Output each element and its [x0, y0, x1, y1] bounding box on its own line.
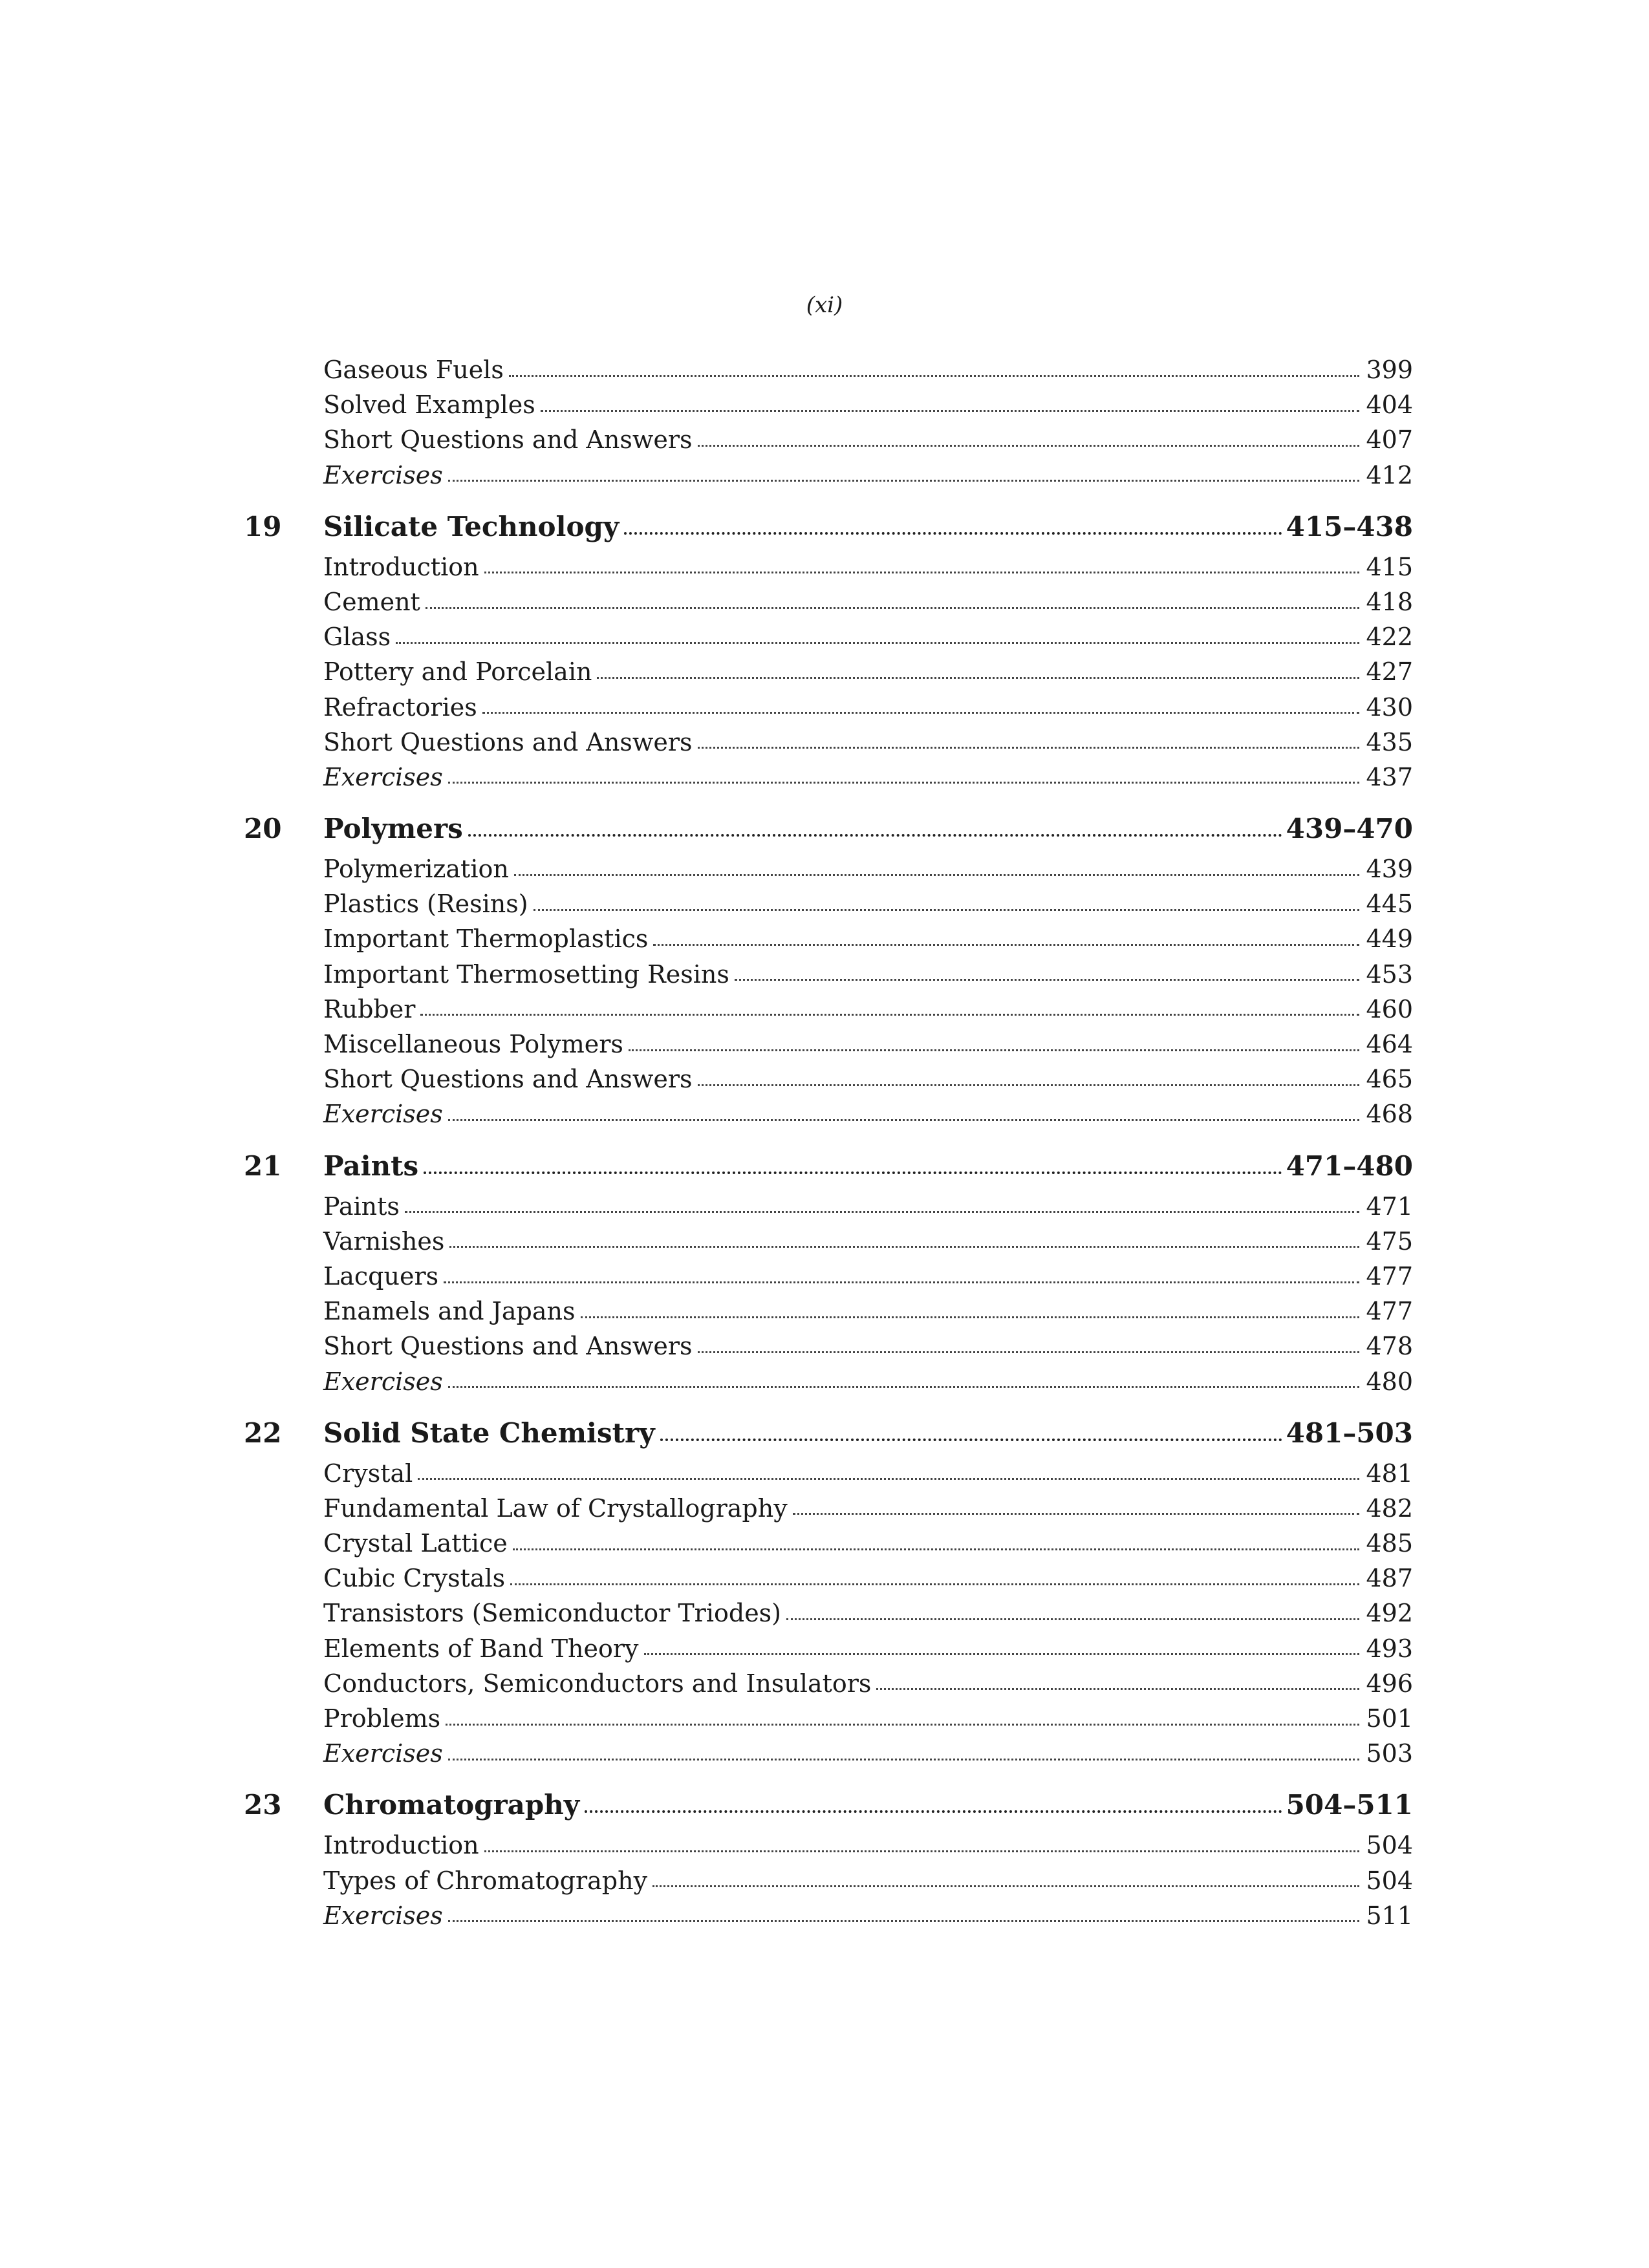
- toc-entry-title: Paints: [323, 1192, 400, 1221]
- toc-entry[interactable]: [236, 352, 1413, 387]
- chapter-number: 20: [244, 813, 282, 845]
- toc-entry-page: 407: [1366, 425, 1413, 455]
- toc-entry[interactable]: [236, 1097, 1413, 1131]
- toc-entry-title: Short Questions and Answers: [323, 1332, 693, 1361]
- toc-entry-page: 468: [1366, 1100, 1413, 1129]
- dot-leader: [448, 782, 1360, 784]
- toc-entry-title: Fundamental Law of Crystallography: [323, 1493, 788, 1523]
- toc-entry-title: Short Questions and Answers: [323, 727, 693, 756]
- toc-entry-page: 501: [1366, 1704, 1413, 1733]
- toc-entry[interactable]: [236, 1666, 1413, 1701]
- toc-entry[interactable]: [236, 1631, 1413, 1666]
- toc-entry-page: 475: [1366, 1226, 1413, 1256]
- dot-leader: [396, 642, 1359, 644]
- toc-entry-page: 430: [1366, 692, 1413, 722]
- toc-entry-page: 422: [1366, 623, 1413, 652]
- dot-leader: [652, 1885, 1359, 1887]
- dot-leader: [793, 1513, 1360, 1515]
- toc-entry[interactable]: [236, 760, 1413, 795]
- dot-leader: [405, 1211, 1360, 1213]
- dot-leader: [468, 834, 1282, 837]
- dot-leader: [698, 747, 1360, 749]
- dot-leader: [660, 1439, 1282, 1441]
- toc-entry-page: 453: [1366, 959, 1413, 989]
- chapter-page-range: 471–480: [1286, 1150, 1413, 1182]
- chapter-number: 23: [244, 1789, 282, 1821]
- chapter-page-range: 504–511: [1286, 1789, 1413, 1821]
- toc-entry-title: Polymerization: [323, 855, 509, 884]
- chapter-page-range: 481–503: [1286, 1417, 1413, 1449]
- toc-entry-page: 412: [1366, 460, 1413, 489]
- toc-entry-page: 439: [1366, 855, 1413, 884]
- toc-entry-title: Varnishes: [323, 1226, 445, 1256]
- toc-entry-page: 478: [1366, 1332, 1413, 1361]
- dot-leader: [597, 677, 1359, 679]
- toc-entry[interactable]: [236, 584, 1413, 619]
- chapter-number: 22: [244, 1417, 282, 1449]
- toc-entry-page: 404: [1366, 390, 1413, 420]
- toc-entry[interactable]: [236, 654, 1413, 689]
- dot-leader: [581, 1316, 1360, 1318]
- dot-leader: [514, 874, 1360, 876]
- toc-entry[interactable]: [236, 1027, 1413, 1062]
- toc-entry-page: 503: [1366, 1739, 1413, 1768]
- toc-entry-page: 465: [1366, 1065, 1413, 1094]
- toc-entry-title: Conductors, Semiconductors and Insulators: [323, 1669, 872, 1698]
- dot-leader: [509, 375, 1360, 377]
- dot-leader: [629, 1049, 1360, 1051]
- toc-entry-title: Refractories: [323, 692, 477, 722]
- toc-entry-title: Exercises: [323, 762, 443, 791]
- toc-entry-title: Introduction: [323, 1831, 479, 1860]
- toc-entry[interactable]: [236, 550, 1413, 584]
- dot-leader: [698, 1351, 1360, 1353]
- toc-entry-page: 477: [1366, 1297, 1413, 1326]
- toc-entry-page: 481: [1366, 1459, 1413, 1488]
- toc-entry-title: Glass: [323, 623, 391, 652]
- toc-entry-title: Enamels and Japans: [323, 1297, 576, 1326]
- toc-entry[interactable]: [236, 1224, 1413, 1259]
- chapter-heading[interactable]: [236, 506, 1413, 548]
- toc-entry-page: 504: [1366, 1866, 1413, 1895]
- toc-entry-page: 493: [1366, 1634, 1413, 1663]
- toc-entry-title: Crystal: [323, 1459, 413, 1488]
- dot-leader: [446, 1724, 1359, 1726]
- toc-entry[interactable]: [236, 1259, 1413, 1294]
- toc-entry-title: Solved Examples: [323, 390, 535, 420]
- toc-entry[interactable]: [236, 725, 1413, 760]
- toc-entry-title: Elements of Band Theory: [323, 1634, 639, 1663]
- chapter-title: Paints: [323, 1150, 419, 1182]
- dot-leader: [444, 1281, 1359, 1283]
- toc-entry-title: Gaseous Fuels: [323, 356, 504, 384]
- chapter-heading[interactable]: [236, 1412, 1413, 1455]
- toc-entry-title: Crystal Lattice: [323, 1529, 508, 1558]
- dot-leader: [418, 1478, 1359, 1480]
- toc-entry-page: 480: [1366, 1367, 1413, 1396]
- chapter-title: Chromatography: [323, 1789, 580, 1821]
- toc-entry-title: Rubber: [323, 994, 416, 1023]
- toc-entry-page: 415: [1366, 552, 1413, 581]
- toc-entry-title: Exercises: [323, 1100, 443, 1129]
- toc-entry[interactable]: [236, 1898, 1413, 1933]
- toc-entry-title: Short Questions and Answers: [323, 1065, 693, 1094]
- toc-entry-title: Miscellaneous Polymers: [323, 1030, 623, 1058]
- toc-entry[interactable]: [236, 1863, 1413, 1898]
- dot-leader: [513, 1548, 1360, 1550]
- toc-entry[interactable]: [236, 619, 1413, 654]
- dot-leader: [484, 1850, 1360, 1852]
- toc-entry[interactable]: [236, 851, 1413, 886]
- toc-entry[interactable]: [236, 1364, 1413, 1399]
- dot-leader: [448, 1920, 1360, 1922]
- chapter-heading[interactable]: [236, 1145, 1413, 1188]
- chapter-title: Solid State Chemistry: [323, 1417, 655, 1449]
- chapter-heading[interactable]: [236, 808, 1413, 850]
- toc-entry-page: 418: [1366, 587, 1413, 616]
- toc-entry-title: Exercises: [323, 460, 443, 489]
- toc-entry[interactable]: [236, 1062, 1413, 1097]
- toc-entry[interactable]: [236, 1596, 1413, 1631]
- toc-entry-page: 477: [1366, 1261, 1413, 1290]
- dot-leader: [448, 1386, 1360, 1388]
- dot-leader: [876, 1688, 1359, 1690]
- toc-entry[interactable]: [236, 886, 1413, 921]
- toc-entry-page: 492: [1366, 1599, 1413, 1628]
- toc-entry-page: 464: [1366, 1030, 1413, 1058]
- toc-entry[interactable]: [236, 1294, 1413, 1329]
- toc-entry[interactable]: [236, 1456, 1413, 1491]
- chapter-title: Silicate Technology: [323, 510, 620, 542]
- dot-leader: [484, 572, 1360, 573]
- toc-entry-title: Exercises: [323, 1739, 443, 1768]
- toc-entry-title: Exercises: [323, 1901, 443, 1930]
- dot-leader: [448, 1759, 1360, 1760]
- chapter-page-range: 415–438: [1286, 510, 1413, 542]
- dot-leader: [448, 1119, 1360, 1121]
- dot-leader: [624, 532, 1282, 535]
- toc-entry-title: Plastics (Resins): [323, 890, 528, 919]
- chapter-number: 19: [244, 510, 282, 542]
- chapter-heading[interactable]: [236, 1784, 1413, 1826]
- toc-entry[interactable]: [236, 458, 1413, 493]
- toc-entry-page: 437: [1366, 762, 1413, 791]
- toc-entry[interactable]: [236, 1526, 1413, 1561]
- toc-entry[interactable]: [236, 957, 1413, 992]
- toc-entry[interactable]: [236, 1736, 1413, 1771]
- toc-entry-page: 460: [1366, 994, 1413, 1023]
- toc-entry-title: Cement: [323, 587, 420, 616]
- toc-entry-title: Exercises: [323, 1367, 443, 1396]
- toc-entry-page: 487: [1366, 1564, 1413, 1593]
- toc-entry-title: Introduction: [323, 552, 479, 581]
- dot-leader: [420, 1014, 1359, 1016]
- toc-entry-page: 449: [1366, 925, 1413, 954]
- dot-leader: [510, 1583, 1359, 1585]
- toc-entry[interactable]: [236, 1329, 1413, 1364]
- toc-entry[interactable]: [236, 690, 1413, 725]
- toc-entry-title: Lacquers: [323, 1261, 439, 1290]
- toc-entry-page: 511: [1366, 1901, 1413, 1930]
- page-number: (xi): [806, 292, 843, 318]
- toc-entry[interactable]: [236, 1561, 1413, 1596]
- chapter-title: Polymers: [323, 813, 463, 845]
- toc-entry[interactable]: [236, 1701, 1413, 1736]
- toc-entry-title: Cubic Crystals: [323, 1564, 506, 1593]
- toc-entry-title: Important Thermoplastics: [323, 925, 649, 954]
- dot-leader: [534, 909, 1360, 911]
- dot-leader: [698, 1084, 1360, 1086]
- toc-entry-page: 399: [1366, 356, 1413, 384]
- toc-entry-page: 504: [1366, 1831, 1413, 1860]
- toc-entry[interactable]: [236, 1189, 1413, 1224]
- toc-entry[interactable]: [236, 1491, 1413, 1526]
- chapter-number: 21: [244, 1150, 282, 1182]
- dot-leader: [735, 979, 1360, 981]
- dot-leader: [449, 1246, 1359, 1248]
- dot-leader: [448, 480, 1360, 482]
- toc-entry[interactable]: [236, 921, 1413, 956]
- toc-entry-title: Transistors (Semiconductor Triodes): [323, 1599, 782, 1628]
- dot-leader: [644, 1653, 1360, 1655]
- toc-entry-title: Pottery and Porcelain: [323, 658, 592, 687]
- toc-entry-page: 435: [1366, 727, 1413, 756]
- toc-entry-page: 427: [1366, 658, 1413, 687]
- dot-leader: [424, 1171, 1282, 1174]
- dot-leader: [541, 410, 1360, 412]
- toc-entry[interactable]: [236, 992, 1413, 1027]
- table-of-contents: [236, 352, 1413, 1933]
- toc-entry-title: Important Thermosetting Resins: [323, 959, 729, 989]
- toc-entry[interactable]: [236, 387, 1413, 422]
- chapter-page-range: 439–470: [1286, 813, 1413, 845]
- toc-entry-title: Short Questions and Answers: [323, 425, 693, 455]
- toc-entry-page: 471: [1366, 1192, 1413, 1221]
- toc-entry-title: Types of Chromatography: [323, 1866, 648, 1895]
- dot-leader: [482, 712, 1360, 714]
- dot-leader: [585, 1810, 1282, 1813]
- dot-leader: [426, 607, 1360, 609]
- toc-entry-page: 496: [1366, 1669, 1413, 1698]
- toc-entry-page: 485: [1366, 1529, 1413, 1558]
- toc-entry-page: 445: [1366, 890, 1413, 919]
- dot-leader: [698, 445, 1360, 447]
- toc-entry[interactable]: [236, 422, 1413, 457]
- toc-entry[interactable]: [236, 1828, 1413, 1863]
- toc-entry-title: Problems: [323, 1704, 441, 1733]
- dot-leader: [653, 944, 1359, 946]
- toc-entry-page: 482: [1366, 1493, 1413, 1523]
- dot-leader: [786, 1618, 1359, 1620]
